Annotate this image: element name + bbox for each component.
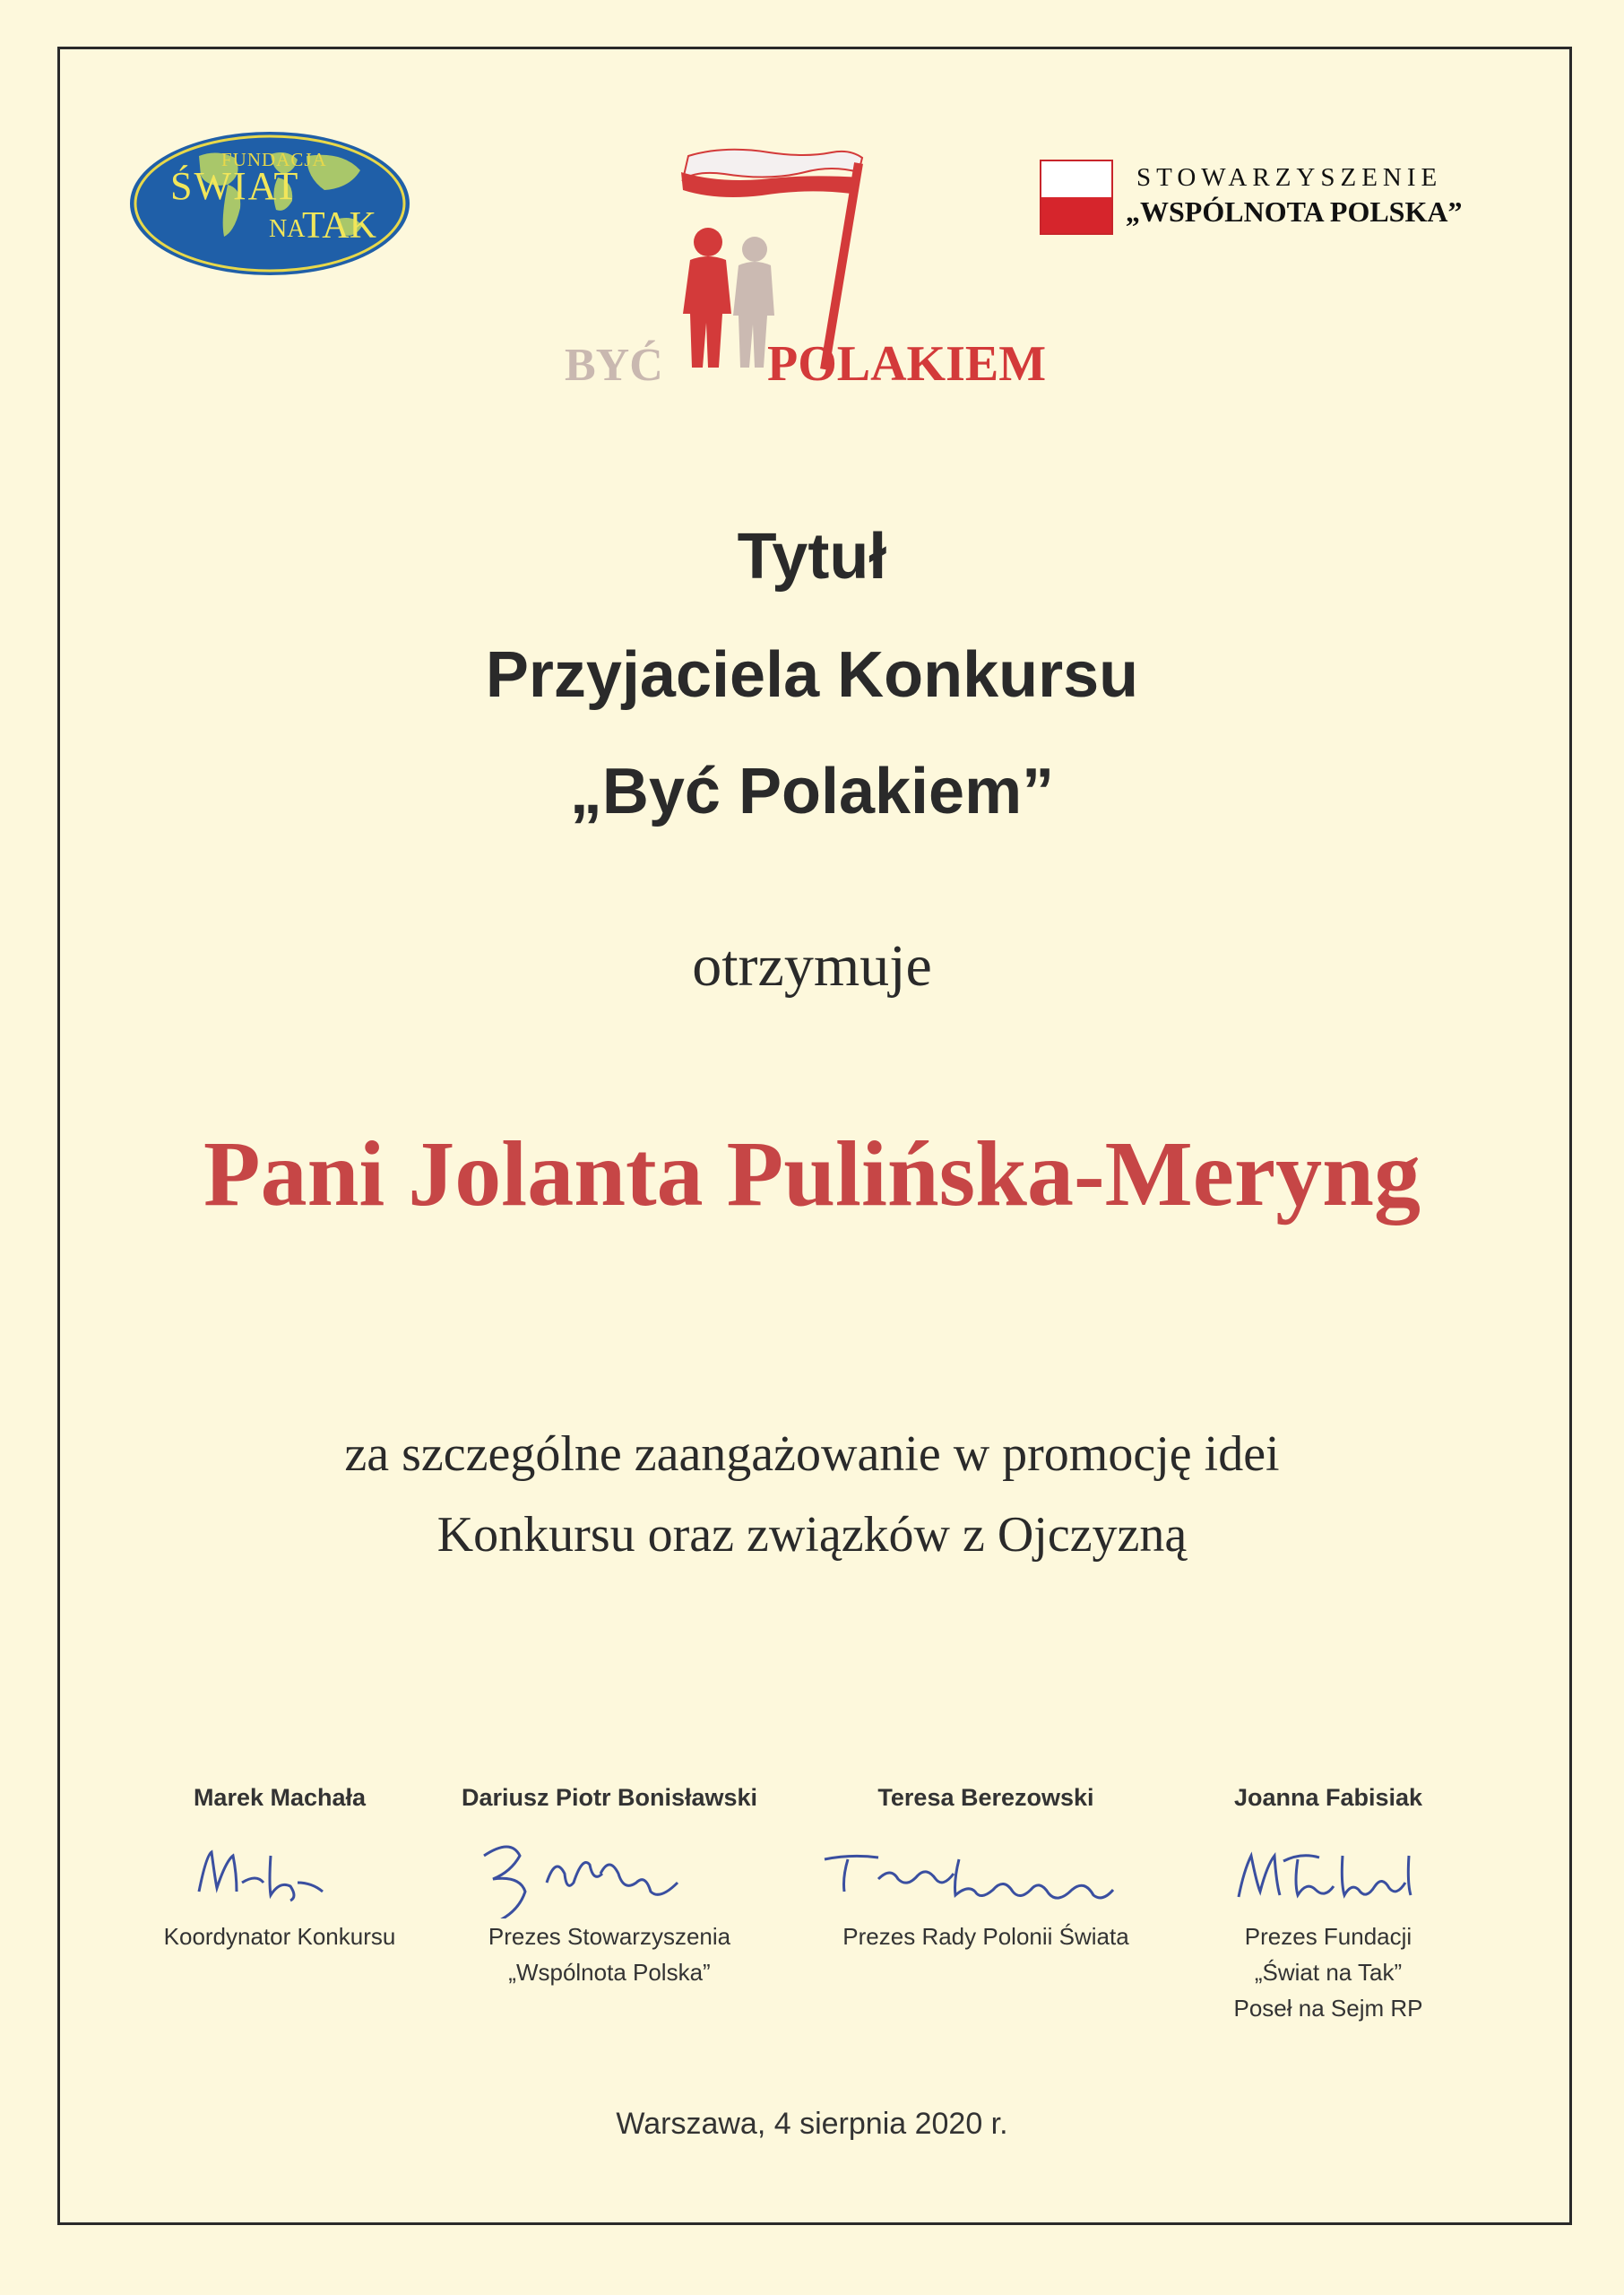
signatory-role: Prezes Fundacji: [1244, 1923, 1412, 1950]
place-and-date: Warszawa, 4 sierpnia 2020 r.: [616, 2107, 1008, 2141]
dedication-line-2: Konkursu oraz związków z Ojczyzną: [436, 1507, 1188, 1563]
logo-right-wspolnota-polska: „WSPÓLNOTA POLSKA”: [1126, 195, 1463, 228]
handwritten-signature: [412, 1820, 807, 1918]
handwritten-signature: [1131, 1820, 1525, 1918]
signatory-name: Marek Machała: [193, 1784, 367, 1811]
logo-center-byc: BYĆ: [565, 340, 663, 391]
signatory-role: Koordynator Konkursu: [163, 1923, 396, 1950]
receives-text: otrzymuje: [692, 933, 932, 999]
signatory-name: Teresa Berezowski: [877, 1784, 1094, 1811]
logo-center-polakiem: POLAKIEM: [767, 336, 1047, 392]
title-line-1: Tytuł: [737, 521, 887, 593]
recipient-name: Pani Jolanta Pulińska-Meryng: [203, 1122, 1421, 1225]
logo-left-fundacja: FUNDACJA: [221, 149, 327, 170]
signatory-role: Prezes Rady Polonii Świata: [842, 1923, 1129, 1950]
signatory-3: [789, 1784, 1183, 1954]
signatory-role: Prezes Stowarzyszenia: [488, 1923, 731, 1950]
signatory-name: Dariusz Piotr Bonisławski: [461, 1784, 758, 1811]
title-line-3: „Być Polakiem”: [569, 756, 1055, 827]
dedication-line-1: za szczególne zaangażowanie w promocję idei: [344, 1426, 1280, 1482]
fundacja-swiat-na-tak-logo: [127, 129, 412, 278]
wspolnota-polska-logo: [1040, 160, 1506, 240]
signatory-4: [1131, 1784, 1525, 2026]
signatory-role: „Wspólnota Polska”: [508, 1959, 711, 1986]
logo-left-swiat: ŚWIAT: [170, 164, 300, 208]
byc-polakiem-logo: [556, 127, 1058, 396]
title-line-2: Przyjaciela Konkursu: [485, 639, 1139, 711]
logo-left-na: NA: [269, 215, 306, 243]
signatory-name: Joanna Fabisiak: [1233, 1784, 1423, 1811]
signatory-role: „Świat na Tak”: [1254, 1959, 1403, 1986]
signatory-2: [412, 1784, 807, 1990]
logo-right-stowarzyszenie: STOWARZYSZENIE: [1136, 163, 1443, 192]
polish-flag-icon: [1040, 160, 1113, 235]
handwritten-signature: [789, 1820, 1183, 1918]
logo-left-tak: TAK: [302, 205, 376, 247]
signatory-role: Poseł na Sejm RP: [1233, 1995, 1423, 2022]
